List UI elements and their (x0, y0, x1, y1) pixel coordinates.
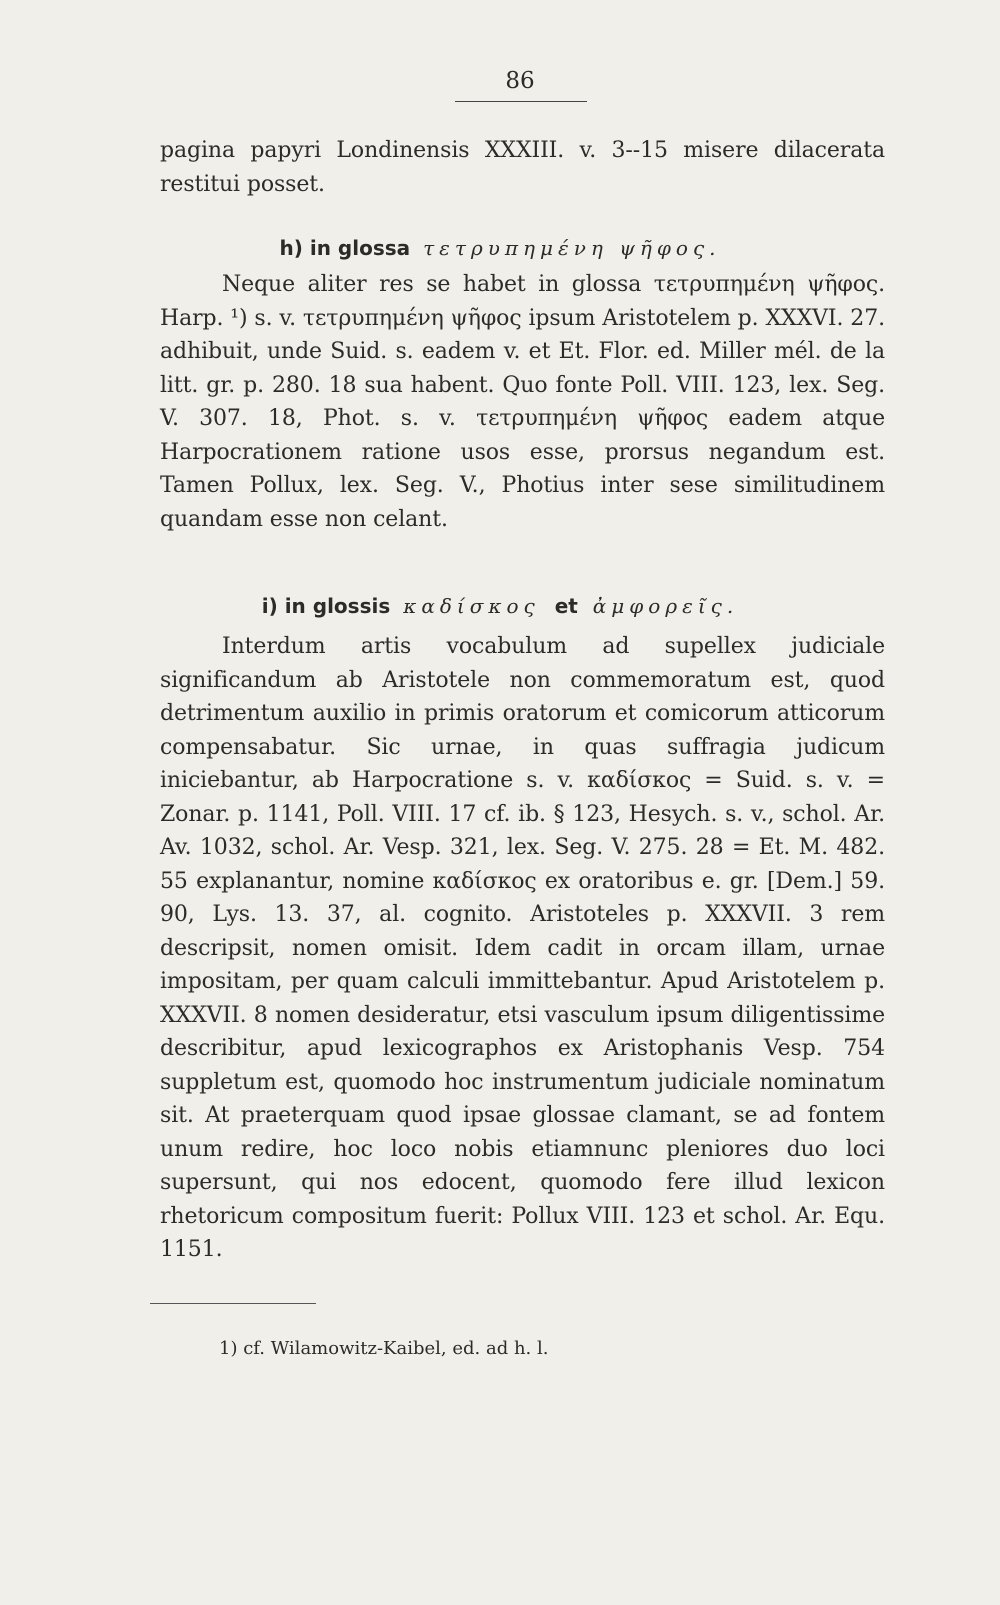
section-h-heading-greek: τετρυπημένη ψῆφος. (423, 236, 721, 260)
section-i-label: i) (261, 594, 278, 618)
intro-paragraph: pagina papyri Londinensis XXXIII. v. 3--15 misere dilacerata restitui posset. (160, 138, 885, 197)
section-h-label: h) (279, 236, 303, 260)
header-rule (455, 101, 587, 102)
page-number: 86 (505, 68, 535, 94)
section-i-heading-text: in glossis (284, 594, 391, 618)
footnote-rule (150, 1303, 316, 1304)
section-i-heading-greek-2: ἀμφορεῖς. (592, 594, 739, 618)
section-h-paragraph: Neque aliter res se habet in glossa τετρυπημένη ψῆφος. Harp. ¹) s. v. τετρυπημένη ψῆφος ipsum Aristotelem p. XXXVI. 27. adhibuit, unde Suid. s. eadem v. et Et. Flor. ed. Miller mél. de la litt. gr. p. 280. 18 sua habent. Quo fonte Poll. VIII. 123, lex. Seg. V. 307. 18, Phot. s. v. τετρυπημένη ψῆφος eadem atque Harpocrationem ratione usos esse, prorsus negandum est. Tamen Pollux, lex. Seg. V., Photius inter sese similitudinem quandam esse non celant. (160, 272, 885, 532)
section-heading-h (0, 236, 1000, 260)
section-h-heading-text: in glossa (309, 236, 411, 260)
footnote: 1) cf. Wilamowitz-Kaibel, ed. ad h. l. (219, 1338, 549, 1359)
section-i-heading-conjunction: et (554, 594, 578, 618)
section-i-paragraph: Interdum artis vocabulum ad supellex judiciale significandum ab Aristotele non commemoratum est, quod detrimentum auxilio in primis oratorum et comicorum atticorum compensabatur. Sic urnae, in quas suffragia judicum iniciebantur, ab Harpocratione s. v. καδίσκος = Suid. s. v. = Zonar. p. 1141, Poll. VIII. 17 cf. ib. § 123, Hesych. s. v., schol. Ar. Av. 1032, schol. Ar. Vesp. 321, lex. Seg. V. 275. 28 = Et. M. 482. 55 explanantur, nomine καδίσκος ex oratoribus e. gr. [Dem.] 59. 90, Lys. 13. 37, al. cognito. Aristoteles p. XXXVII. 3 rem descripsit, nomen omisit. Idem cadit in orcam illam, urnae impositam, per quam calculi immittebantur. Apud Aristotelem p. XXXVII. 8 nomen desideratur, etsi vasculum ipsum diligentissime describitur, apud lexicographos ex Aristophanis Vesp. 754 suppletum est, quomodo hoc instrumentum judiciale nominatum sit. At praeterquam quod ipsae glossae clamant, se ad fontem unum redire, hoc loco nobis etiamnunc pleniores duo loci supersunt, qui nos edocent, quomodo fere illud lexicon rhetoricum compositum fuerit: Pollux VIII. 123 et schol. Ar. Equ. 1151. (160, 634, 885, 1262)
section-i-heading-greek-1: καδίσκος (403, 594, 540, 618)
section-heading-i (0, 594, 1000, 618)
